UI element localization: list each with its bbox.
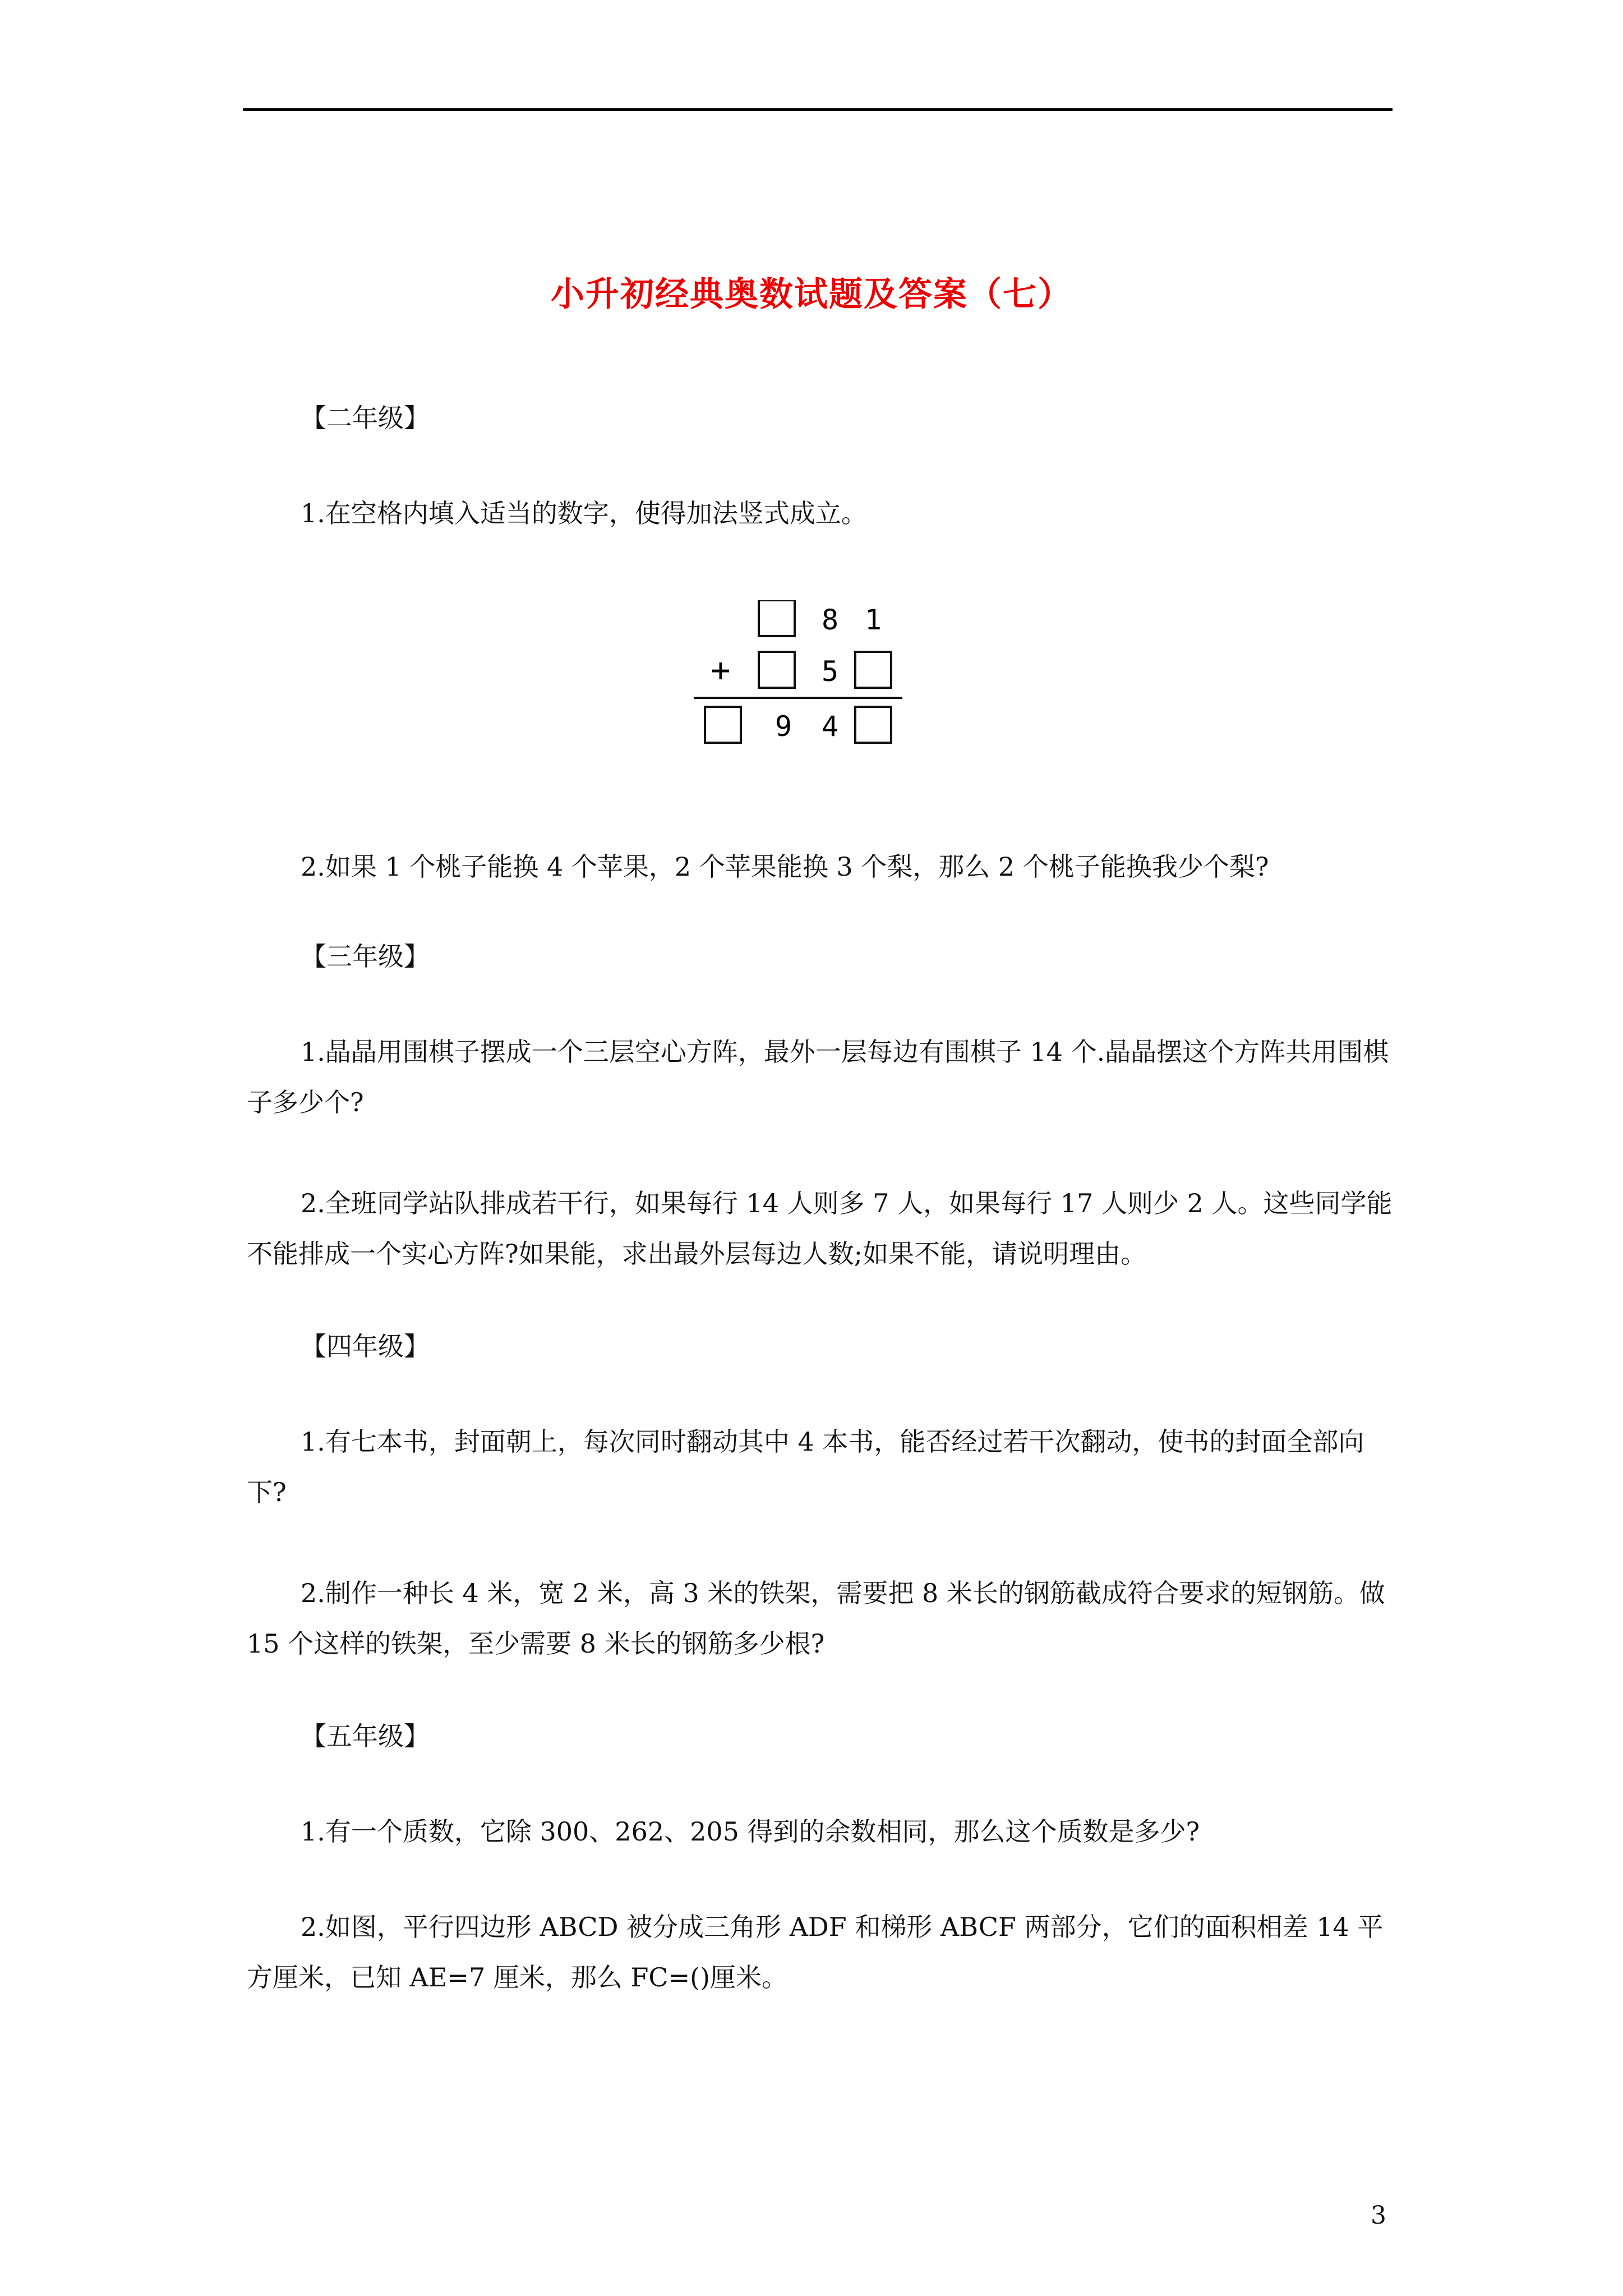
- question-grade5-1: 1.有一个质数，它除 300、262、205 得到的余数相同，那么这个质数是多少?: [301, 1816, 1200, 1847]
- puzzle-blank-box: [855, 707, 891, 743]
- question-grade4-1: 1.有七本书，封面朝上，每次同时翻动其中 4 本书，能否经过若干次翻动，使书的封面全部向下?: [247, 1427, 1364, 1507]
- header-rule: [243, 108, 1393, 111]
- question-grade4-2: 2.制作一种长 4 米，宽 2 米，高 3 米的铁架，需要把 8 米长的钢筋截成符合要求的短钢筋。做 15 个这样的铁架，至少需要 8 米长的钢筋多少根?: [247, 1578, 1385, 1659]
- puzzle-blank-box: [705, 707, 741, 743]
- section-heading-grade3: 【三年级】: [301, 941, 430, 972]
- question-grade5-2: 2.如图，平行四边形 ABCD 被分成三角形 ADF 和梯形 ABCF 两部分，它们的面积相差 14 平方厘米，已知 AE=7 厘米，那么 FC=()厘米。: [247, 1912, 1384, 1993]
- page-title: 小升初经典奥数试题及答案（七）: [551, 275, 1072, 314]
- question-grade2-1: 1.在空格内填入适当的数字，使得加法竖式成立。: [301, 498, 867, 528]
- section-heading-grade5: 【五年级】: [301, 1721, 430, 1751]
- puzzle-digit: 8: [821, 604, 839, 636]
- section-heading-grade2: 【二年级】: [301, 403, 430, 433]
- puzzle-digit: 4: [821, 710, 839, 743]
- puzzle-blank-box: [759, 652, 795, 688]
- puzzle-digit: 9: [774, 710, 792, 743]
- question-grade3-2: 2.全班同学站队排成若干行，如果每行 14 人则多 7 人，如果每行 17 人则少 2 人。这些同学能不能排成一个实心方阵?如果能，求出最外层每边人数;如果不能，请说明理由。: [247, 1188, 1393, 1269]
- section-heading-grade4: 【四年级】: [301, 1331, 430, 1361]
- plus-sign: +: [711, 651, 731, 689]
- puzzle-blank-box: [855, 652, 891, 688]
- puzzle-blank-box: [759, 600, 795, 636]
- puzzle-digit: 5: [821, 655, 839, 688]
- page-number: 3: [1371, 2201, 1386, 2230]
- question-grade2-2: 2.如果 1 个桃子能换 4 个苹果，2 个苹果能换 3 个梨，那么 2 个桃子能换我少个梨?: [301, 852, 1269, 882]
- question-grade3-1: 1.晶晶用围棋子摆成一个三层空心方阵，最外一层每边有围棋子 14 个.晶晶摆这个方阵共用围棋子多少个?: [247, 1037, 1389, 1117]
- puzzle-digit: 1: [864, 604, 882, 636]
- addition-puzzle: [694, 600, 918, 769]
